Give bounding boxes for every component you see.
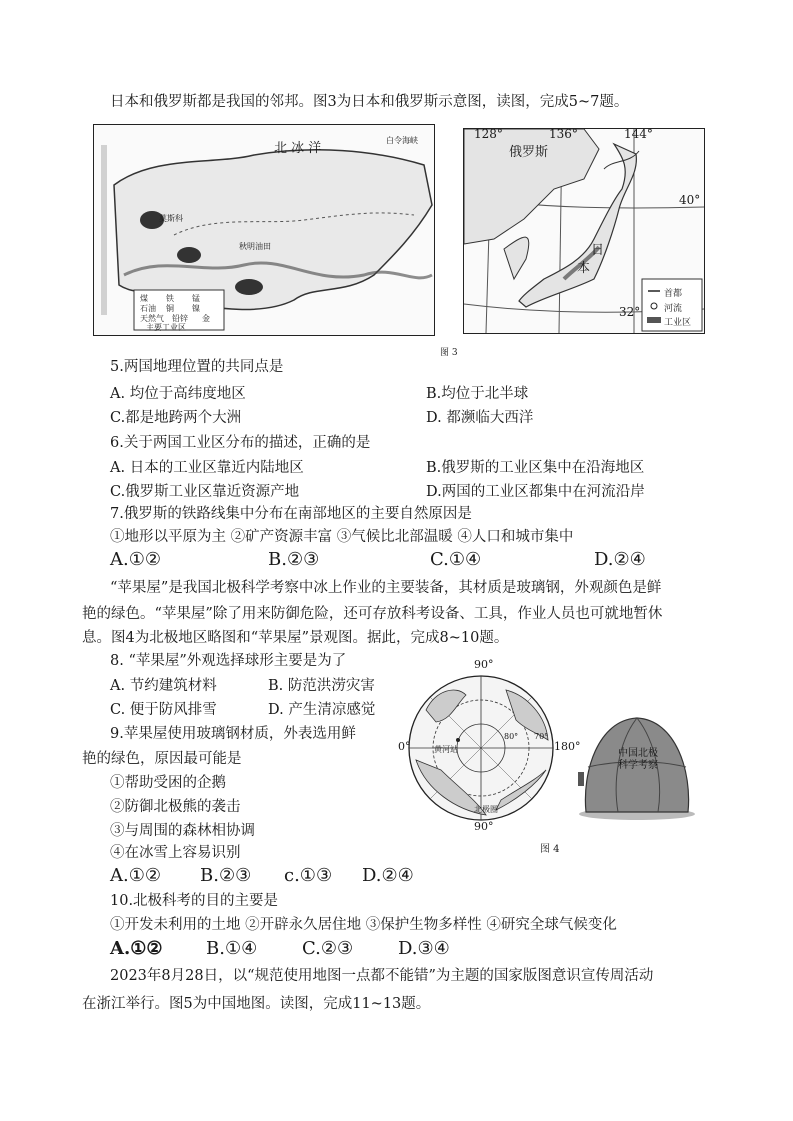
japan-map — [463, 128, 705, 334]
intro-text-1: 日本和俄罗斯都是我国的邻邦。图3为日本和俄罗斯示意图，读图，完成5~7题。 — [110, 94, 629, 110]
q9-option-c[interactable]: c.①③ — [284, 865, 333, 886]
label-japan-1: 日 — [591, 243, 605, 258]
q5-option-b[interactable]: B.均位于北半球 — [426, 386, 529, 402]
q8-option-b[interactable]: B. 防范洪涝灾害 — [268, 678, 375, 694]
city-tyumen: 秋明油田 — [239, 242, 271, 251]
q10-option-a[interactable]: A.①② — [110, 938, 163, 959]
russia-map — [93, 124, 435, 336]
fig4-caption: 图 4 — [540, 844, 560, 855]
q5-stem: 5.两国地理位置的共同点是 — [110, 359, 284, 375]
legend-river: 河流 — [664, 304, 683, 314]
intro-text-2-line3: 息。图4为北极地区略图和“苹果屋”景观图。据此，完成8~10题。 — [82, 630, 509, 646]
legend-leadzinc: 铅锌 — [172, 314, 188, 323]
q10-option-b[interactable]: B.①④ — [206, 938, 258, 959]
q6-option-b[interactable]: B.俄罗斯的工业区集中在沿海地区 — [426, 460, 645, 476]
legend-copper: 铜 — [166, 304, 174, 313]
apple-house-text-2: 科学考察 — [618, 760, 658, 771]
lon-136: 136° — [549, 128, 578, 141]
arctic-deg-left: 0° — [398, 740, 411, 753]
apple-house — [578, 712, 696, 822]
arctic-deg-top: 90° — [474, 658, 494, 671]
q6-stem: 6.关于两国工业区分布的描述，正确的是 — [110, 435, 371, 451]
arctic-deg-70: 70° — [534, 732, 549, 741]
intro-text-2-line2: 艳的绿色。“苹果屋”除了用来防御危险，还可存放科考设备、工具，作业人员也可就地暂休 — [82, 606, 663, 622]
q9-stem-1: 9.苹果屋使用玻璃钢材质，外表选用鲜 — [110, 726, 356, 742]
label-russia: 俄罗斯 — [509, 145, 549, 160]
q7-option-b[interactable]: B.②③ — [268, 549, 320, 570]
intro-text-3-line1: 2023年8月28日，以“规范使用地图一点都不能错”为主题的国家版图意识宣传周活动 — [110, 968, 654, 984]
q10-items: ①开发未利用的土地 ②开辟永久居住地 ③保护生物多样性 ④研究全球气候变化 — [110, 917, 617, 933]
q9-item-3: ③与周围的森林相协调 — [110, 823, 255, 839]
legend-coal: 煤 — [140, 294, 148, 303]
arctic-deg-bottom: 90° — [474, 820, 494, 833]
q10-option-c[interactable]: C.②③ — [302, 938, 354, 959]
q9-stem-2: 艳的绿色，原因最可能是 — [82, 751, 242, 767]
legend-gold: 金 — [202, 314, 210, 323]
q9-item-2: ②防御北极熊的袭击 — [110, 799, 241, 815]
q8-stem: 8. “苹果屋”外观选择球形主要是为了 — [110, 653, 347, 669]
q6-option-a[interactable]: A. 日本的工业区靠近内陆地区 — [110, 460, 304, 476]
q5-option-a[interactable]: A. 均位于高纬度地区 — [110, 386, 246, 402]
legend-industry-zone: 工业区 — [664, 318, 692, 328]
apple-house-text-1: 中国北极 — [618, 748, 658, 759]
q8-option-d[interactable]: D. 产生清凉感觉 — [268, 702, 376, 718]
q8-option-c[interactable]: C. 便于防风排雪 — [110, 702, 217, 718]
ocean-label: 北 冰 洋 — [274, 141, 322, 156]
arctic-map — [396, 658, 581, 835]
q7-stem: 7.俄罗斯的铁路线集中分布在南部地区的主要自然原因是 — [110, 506, 472, 522]
fig3-caption: 图 3 — [440, 348, 458, 358]
legend-gas: 天然气 — [140, 314, 164, 323]
q9-item-4: ④在冰雪上容易识别 — [110, 845, 241, 861]
lat-40: 40° — [679, 193, 701, 207]
q6-option-d[interactable]: D.两国的工业区都集中在河流沿岸 — [426, 484, 645, 500]
q6-option-c[interactable]: C.俄罗斯工业区靠近资源产地 — [110, 484, 300, 500]
intro-text-2-line1: “苹果屋”是我国北极科学考察中冰上作业的主要装备，其材质是玻璃钢，外观颜色是鲜 — [110, 580, 662, 596]
q10-stem: 10.北极科考的目的主要是 — [110, 893, 279, 909]
q7-option-c[interactable]: C.①④ — [430, 549, 482, 570]
q9-item-1: ①帮助受困的企鹅 — [110, 775, 226, 791]
arctic-deg-right: 180° — [554, 740, 581, 753]
intro-text-3-line2: 在浙江举行。图5为中国地图。读图，完成11~13题。 — [82, 996, 431, 1012]
arctic-station-label: 黄河站 — [434, 745, 458, 754]
q7-items: ①地形以平原为主 ②矿产资源丰富 ③气候比北部温暖 ④人口和城市集中 — [110, 529, 574, 545]
city-moscow: 莫斯科 — [159, 214, 183, 223]
legend-manganese: 锰 — [192, 294, 200, 303]
q7-option-d[interactable]: D.②④ — [594, 549, 646, 570]
lat-32: 32° — [619, 305, 641, 319]
q7-option-a[interactable]: A.①② — [110, 549, 161, 570]
lon-144: 144° — [624, 128, 653, 141]
legend-iron: 铁 — [166, 294, 174, 303]
q9-option-b[interactable]: B.②③ — [200, 865, 252, 886]
q8-option-a[interactable]: A. 节约建筑材料 — [110, 678, 217, 694]
arctic-circle-label: 北极圈 — [474, 805, 498, 814]
arctic-deg-80: 80° — [504, 732, 519, 741]
q5-option-d[interactable]: D. 都濒临大西洋 — [426, 410, 534, 426]
lon-128: 128° — [474, 128, 503, 141]
q9-option-a[interactable]: A.①② — [110, 865, 161, 886]
label-japan-2: 本 — [577, 261, 591, 276]
legend-industrial: 主要工业区 — [146, 323, 186, 332]
strait-label: 白令海峡 — [386, 136, 418, 145]
q5-option-c[interactable]: C.都是地跨两个大洲 — [110, 410, 242, 426]
legend-oil: 石油 — [140, 304, 156, 313]
legend-capital: 首都 — [664, 289, 683, 299]
q10-option-d[interactable]: D.③④ — [398, 938, 450, 959]
q9-option-d[interactable]: D.②④ — [362, 865, 414, 886]
legend-nickel: 镍 — [192, 304, 200, 313]
